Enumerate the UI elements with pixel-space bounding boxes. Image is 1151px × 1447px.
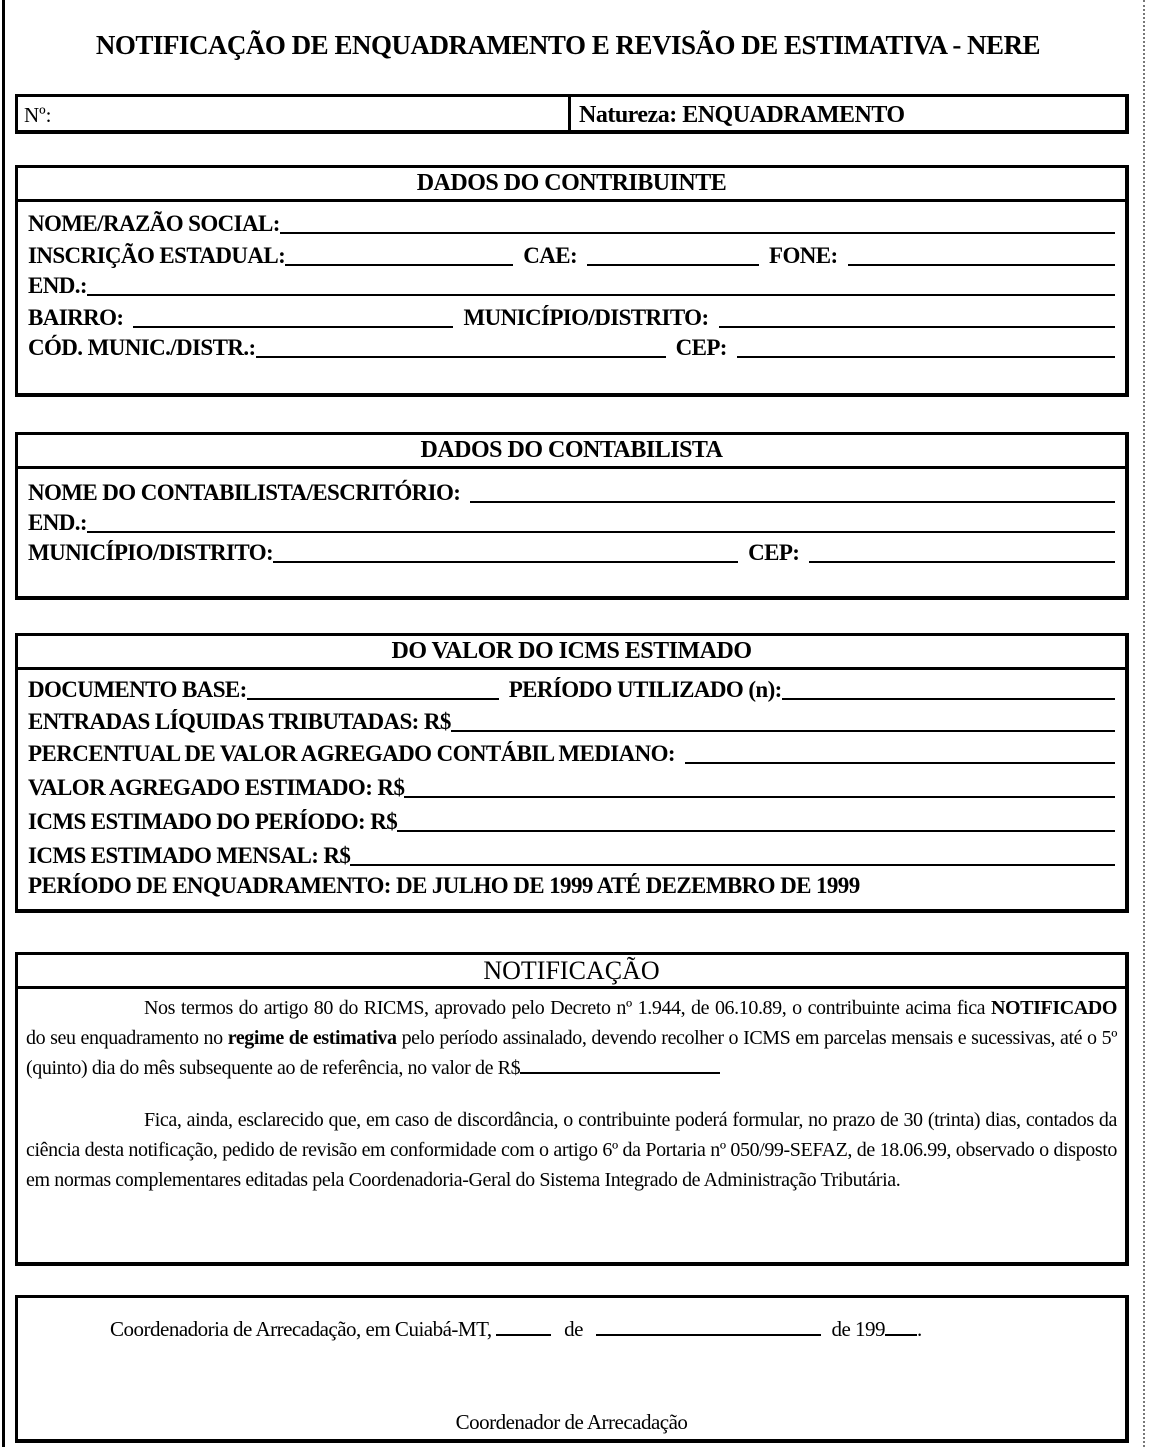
notificacao-header: NOTIFICAÇÃO — [18, 955, 1125, 989]
icms-periodo-field[interactable] — [397, 830, 1115, 832]
icms-section — [15, 633, 1129, 913]
header-box — [15, 94, 1129, 134]
ano-field[interactable] — [885, 1316, 917, 1336]
entradas-label: ENTRADAS LÍQUIDAS TRIBUTADAS: R$ — [28, 709, 451, 734]
numero-field[interactable] — [18, 97, 571, 130]
municipio-contabilista-label: MUNICÍPIO/DISTRITO: — [28, 540, 274, 565]
inscricao-field[interactable] — [285, 264, 513, 266]
row-nome-contabilista — [28, 477, 1115, 507]
de-label-2: de 199 — [831, 1317, 886, 1341]
de-label-1: de — [564, 1317, 583, 1341]
periodo-utilizado-label: PERÍODO UTILIZADO (n): — [508, 677, 782, 702]
row-municipio-contabilista — [28, 537, 1115, 567]
notificacao-paragraph-1 — [26, 993, 1117, 1083]
left-border-line — [2, 0, 5, 1447]
endereco-label: END.: — [28, 273, 87, 298]
assinatura-section — [15, 1295, 1129, 1443]
icms-mensal-field[interactable] — [350, 864, 1115, 866]
fone-label: FONE: — [769, 243, 838, 268]
row-end-contabilista — [28, 507, 1115, 537]
local-label: Coordenadoria de Arrecadação, em Cuiabá-MT, — [110, 1317, 492, 1341]
cae-label: CAE: — [523, 243, 578, 268]
row-bairro — [28, 302, 1115, 332]
cep-label: CEP: — [675, 335, 727, 360]
contabilista-section — [15, 432, 1129, 600]
icms-periodo-label: ICMS ESTIMADO DO PERÍODO: R$ — [28, 809, 398, 834]
icms-mensal-label: ICMS ESTIMADO MENSAL: R$ — [28, 843, 351, 868]
documento-base-field[interactable] — [247, 698, 499, 700]
numero-label: Nº: — [24, 103, 52, 127]
notificacao-paragraph-2: Fica, ainda, esclarecido que, em caso de discordância, o contribuinte poderá formular, no prazo de 30 (trinta) dias, contados da ciência desta notificação, pedido de revisão em conformidade com o artigo 6º da Portaria nº 050/99-SEFAZ, de 18.06.99, observado o disposto em normas complementares editadas pela Coordenadoria-Geral do Sistema Integrado de Administração Tributária. — [26, 1109, 1117, 1191]
local-data-line: Coordenadoria de Arrecadação, em Cuiabá-MT, de de 199 . — [110, 1317, 922, 1341]
entradas-field[interactable] — [451, 730, 1115, 732]
nome-contabilista-label: NOME DO CONTABILISTA/ESCRITÓRIO: — [28, 480, 461, 505]
row-cod-munic — [28, 332, 1115, 362]
periodo-utilizado-field[interactable] — [782, 698, 1115, 700]
municipio-label: MUNICÍPIO/DISTRITO: — [463, 305, 709, 330]
nome-contabilista-field[interactable] — [470, 501, 1115, 503]
row-inscricao — [28, 240, 1115, 270]
row-documento-base — [28, 674, 1115, 704]
cargo-label: Coordenador de Arrecadação — [455, 1410, 688, 1434]
municipio-contabilista-field[interactable] — [273, 561, 738, 563]
end-contabilista-label: END.: — [28, 510, 87, 535]
valor-agregado-label: VALOR AGREGADO ESTIMADO: R$ — [28, 775, 405, 800]
percentual-label: PERCENTUAL DE VALOR AGREGADO CONTÁBIL MEDIANO: — [28, 741, 675, 766]
nome-razao-field[interactable] — [280, 232, 1115, 234]
cep-contabilista-field[interactable] — [809, 561, 1115, 563]
contabilista-header: DADOS DO CONTABILISTA — [18, 435, 1125, 469]
periodo-enquadramento-label: PERÍODO DE ENQUADRAMENTO: DE JULHO DE 1999 ATÉ DEZEMBRO DE 1999 — [28, 873, 860, 898]
row-valor-agregado — [28, 772, 1115, 802]
p1-regime: regime de estimativa — [227, 1027, 397, 1049]
valor-agregado-field[interactable] — [404, 796, 1115, 798]
bairro-label: BAIRRO: — [28, 305, 124, 330]
documento-base-label: DOCUMENTO BASE: — [28, 677, 247, 702]
notificacao-section — [15, 952, 1129, 1266]
row-percentual — [28, 738, 1115, 768]
row-icms-mensal — [28, 840, 1115, 870]
contribuinte-header: DADOS DO CONTRIBUINTE — [18, 168, 1125, 202]
row-entradas — [28, 706, 1115, 736]
row-icms-periodo — [28, 806, 1115, 836]
percentual-field[interactable] — [685, 762, 1115, 764]
municipio-field[interactable] — [719, 326, 1115, 328]
p1-notificado: NOTIFICADO — [990, 997, 1117, 1019]
inscricao-label: INSCRIÇÃO ESTADUAL: — [28, 243, 286, 268]
icms-header: DO VALOR DO ICMS ESTIMADO — [18, 636, 1125, 670]
valor-field[interactable] — [520, 1054, 720, 1074]
cod-munic-label: CÓD. MUNIC./DISTR.: — [28, 335, 256, 360]
bairro-field[interactable] — [133, 326, 453, 328]
natureza-field — [571, 97, 1125, 130]
cep-field[interactable] — [737, 356, 1115, 358]
document-title: NOTIFICAÇÃO DE ENQUADRAMENTO E REVISÃO DE ESTIMATIVA - NERE — [95, 30, 1041, 60]
cod-munic-field[interactable] — [256, 356, 666, 358]
right-dotted-edge — [1143, 0, 1145, 1447]
dia-field[interactable] — [496, 1316, 551, 1336]
notificacao-text — [26, 993, 1117, 1195]
p1-text-e: pelo período assinalado, devendo recolher o ICMS em parcelas mensais e sucessivas, até o 5º (quinto) dia do mês subsequente ao de referência, no valor de R$ — [26, 1027, 1117, 1079]
row-periodo-enquadramento — [28, 870, 1115, 900]
p1-text-a: Nos termos do artigo 80 do RICMS, aprovado pelo Decreto nº 1.944, de 06.10.89, o contribuinte acima fica — [144, 997, 991, 1019]
contribuinte-section — [15, 165, 1129, 397]
natureza-label: Natureza: ENQUADRAMENTO — [579, 102, 905, 128]
fone-field[interactable] — [848, 264, 1115, 266]
nome-razao-label: NOME/RAZÃO SOCIAL: — [28, 211, 280, 236]
p1-text-c: do seu enquadramento no — [26, 1027, 228, 1049]
row-endereco — [28, 270, 1115, 300]
row-nome-razao — [28, 208, 1115, 238]
cep-contabilista-label: CEP: — [748, 540, 800, 565]
mes-field[interactable] — [596, 1316, 821, 1336]
cae-field[interactable] — [587, 264, 759, 266]
endereco-field[interactable] — [87, 294, 1115, 296]
end-contabilista-field[interactable] — [87, 531, 1115, 533]
